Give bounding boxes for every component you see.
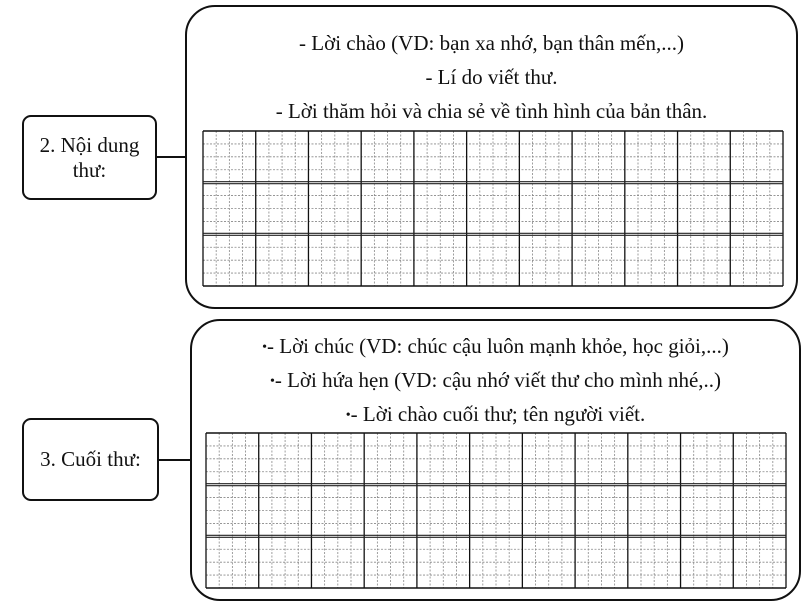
closing-line-2-text: - Lời hứa hẹn (VD: cậu nhớ viết thư cho mình nhé,..) [274,368,722,392]
content-line-3-text: - Lời thăm hỏi và chia sẻ về tình hình của bản thân. [275,99,708,123]
closing-line-3 [192,401,799,429]
closing-line-3-bullet: • [345,408,351,424]
content-line-3 [187,98,796,124]
content-connector [157,156,186,158]
closing-label-line-1: 3. Cuối thư: [40,447,141,471]
closing-label-box [22,418,159,501]
content-label-line-2: thư: [72,157,107,182]
closing-connector [159,459,191,461]
closing-line-2 [192,367,799,395]
closing-line-1 [192,333,799,361]
content-line-2 [187,64,796,90]
closing-line-1-text: - Lời chúc (VD: chúc cậu luôn mạnh khỏe, học giỏi,...) [267,334,729,358]
content-label-box [22,115,157,200]
content-line-2-text: - Lí do viết thư. [425,65,558,89]
content-writing-grid [202,130,784,287]
closing-writing-grid [205,432,787,589]
closing-line-1-bullet: • [262,340,267,356]
closing-line-2-bullet: • [269,374,275,390]
closing-line-3-text: - Lời chào cuối thư; tên người viết. [350,402,646,426]
content-line-1 [187,30,796,56]
content-line-1-text: - Lời chào (VD: bạn xa nhớ, bạn thân mến,...) [299,31,684,55]
content-label-line-1: 2. Nội dung [39,132,140,157]
